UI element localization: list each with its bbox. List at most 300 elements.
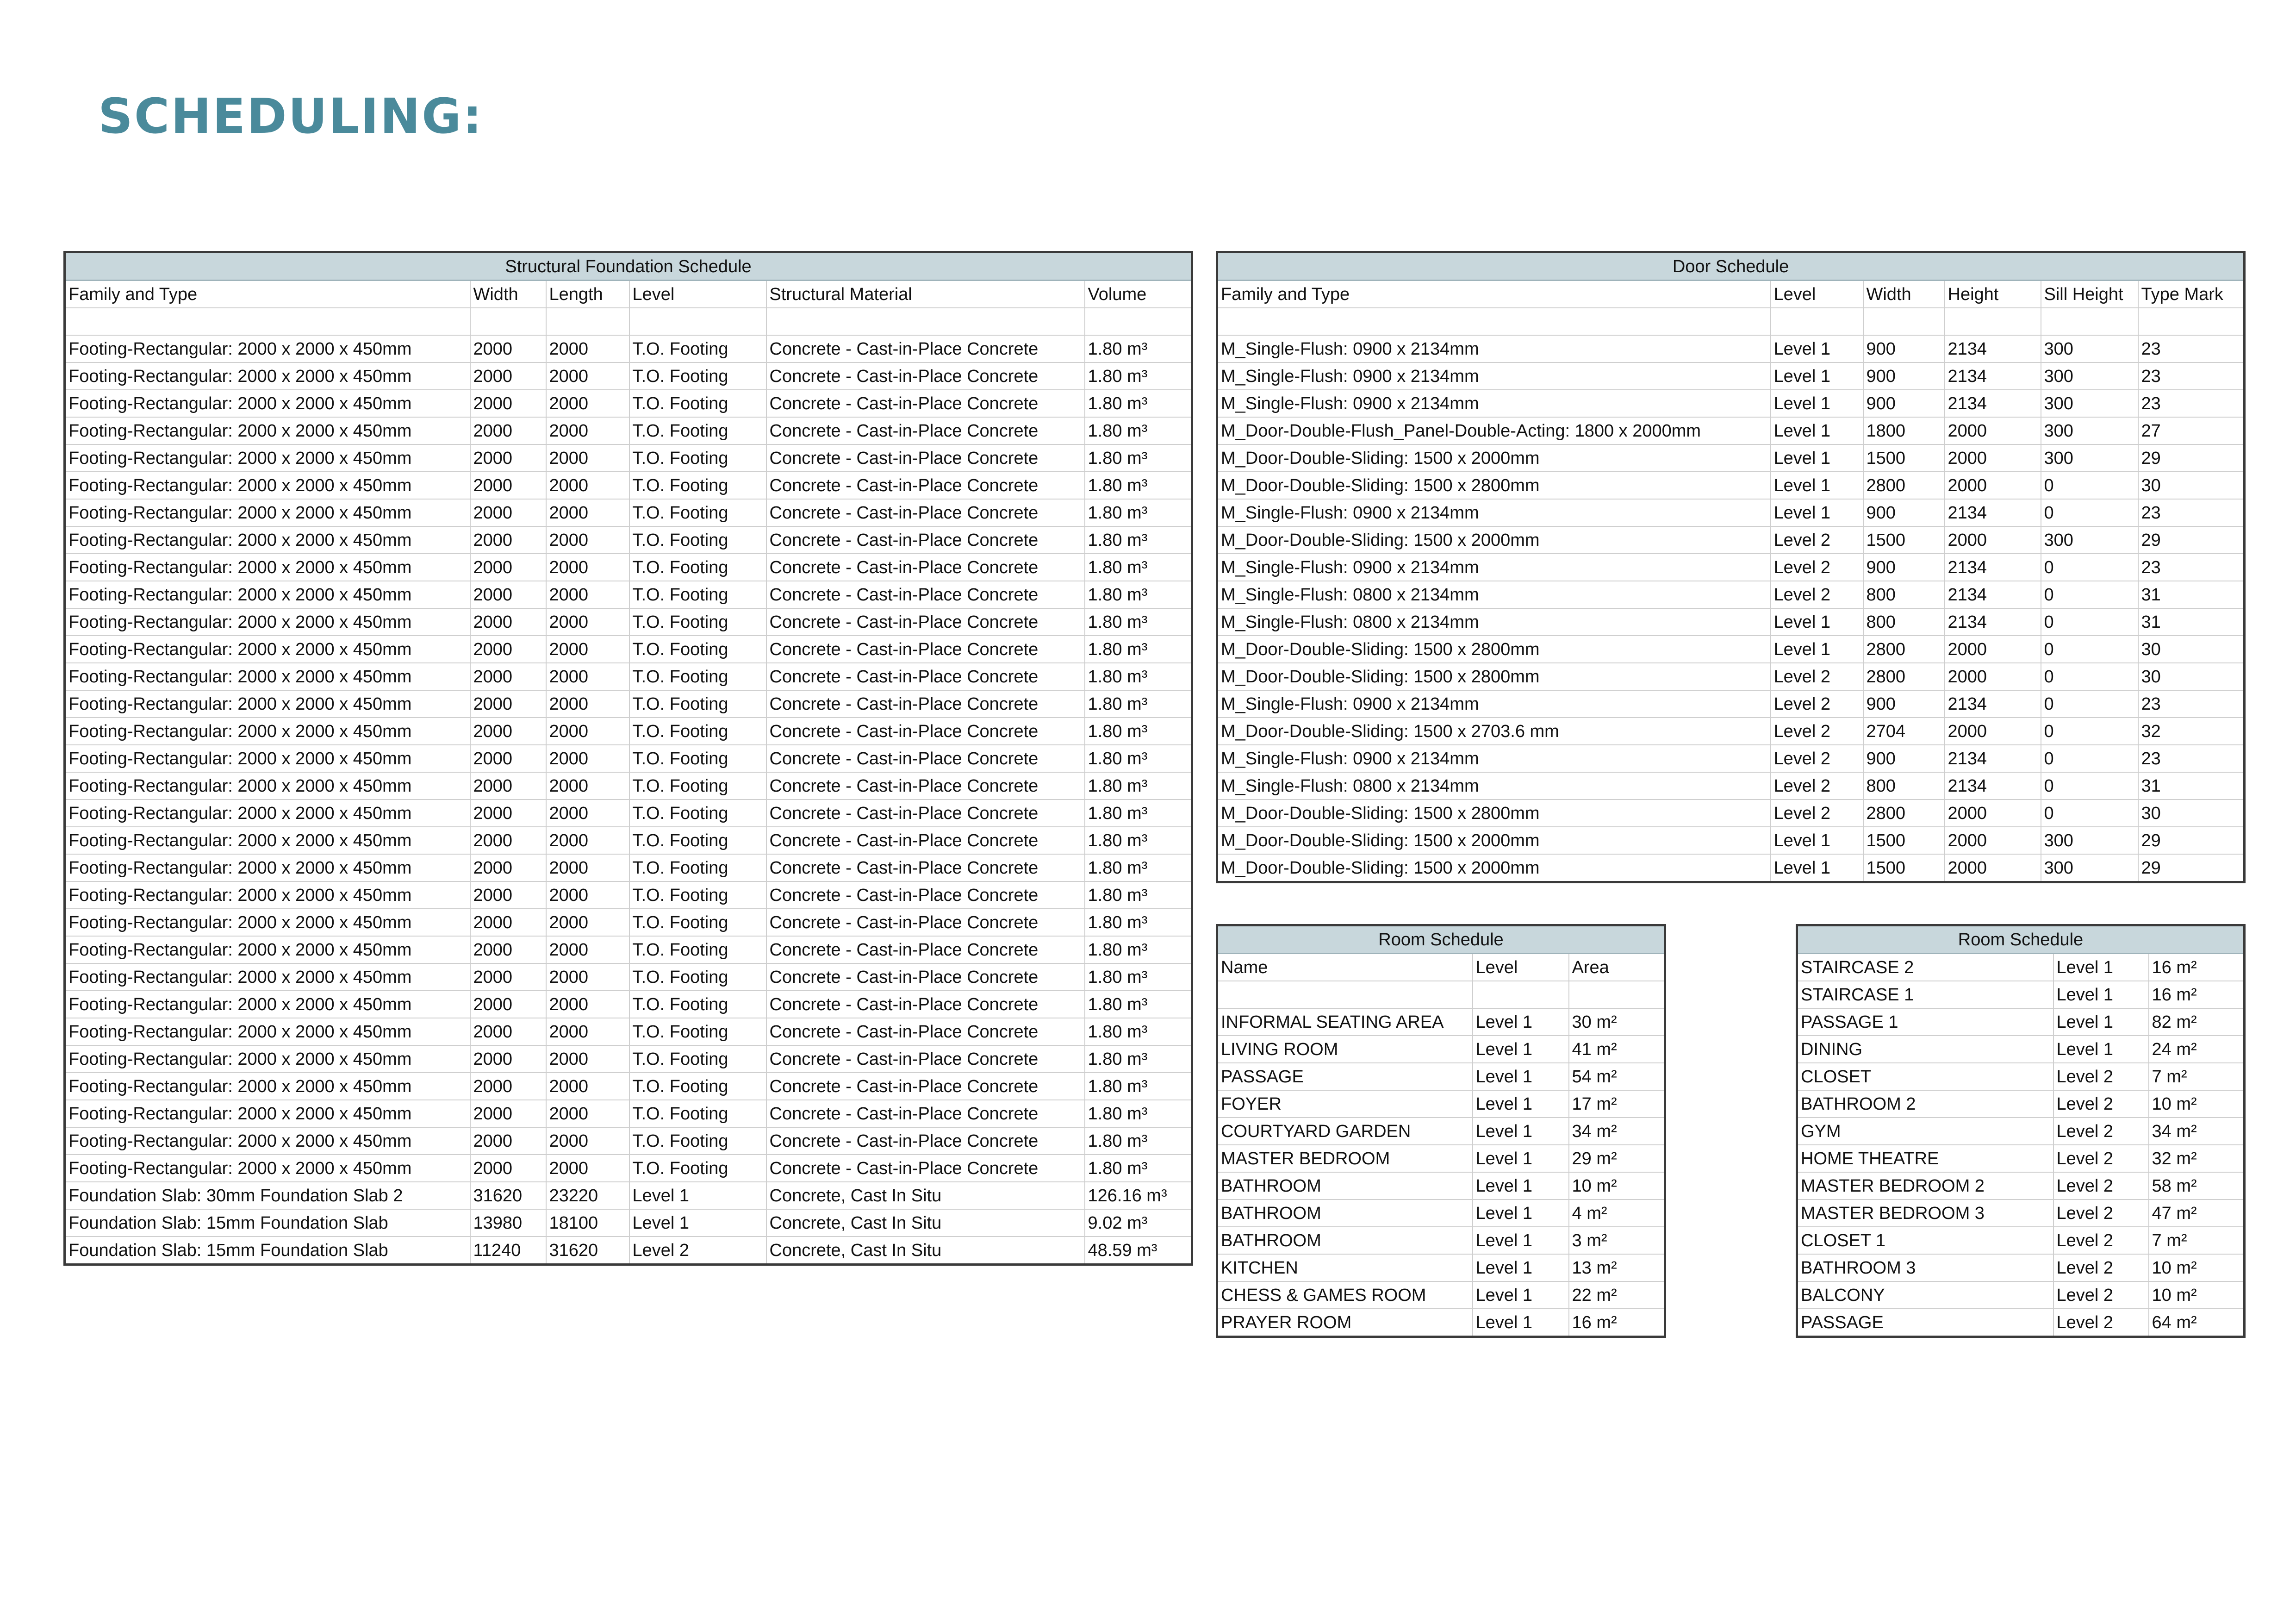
table-cell: 1.80 m³ — [1085, 362, 1192, 390]
table-cell: 32 — [2138, 718, 2245, 745]
table-cell: 2000 — [546, 554, 629, 581]
table-cell: BATHROOM 2 — [1797, 1090, 2053, 1118]
table-cell: 2000 — [546, 581, 629, 608]
table-cell: 800 — [1863, 772, 1945, 800]
table-cell: T.O. Footing — [629, 581, 766, 608]
table-cell: MASTER BEDROOM 2 — [1797, 1172, 2053, 1199]
table-cell: 300 — [2041, 526, 2138, 554]
table-cell: 31 — [2138, 608, 2245, 636]
table-cell: T.O. Footing — [629, 690, 766, 718]
table-cell: Concrete - Cast-in-Place Concrete — [766, 554, 1085, 581]
door-row — [1217, 745, 2245, 772]
table-cell: 29 — [2138, 526, 2245, 554]
table-cell: 41 m² — [1569, 1036, 1665, 1063]
table-cell: 0 — [2041, 608, 2138, 636]
table-cell: 2000 — [546, 390, 629, 417]
table-cell: Footing-Rectangular: 2000 x 2000 x 450mm — [65, 663, 470, 690]
foundation-schedule-title: Structural Foundation Schedule — [65, 252, 1192, 281]
table-cell: Level 1 — [1473, 1036, 1569, 1063]
foundation-row — [65, 608, 1192, 636]
table-cell: 58 m² — [2149, 1172, 2245, 1199]
table-cell: Footing-Rectangular: 2000 x 2000 x 450mm — [65, 745, 470, 772]
table-cell: 1.80 m³ — [1085, 526, 1192, 554]
table-cell: Level 1 — [1473, 1227, 1569, 1254]
table-cell: 27 — [2138, 417, 2245, 444]
table-cell: 2000 — [470, 499, 546, 526]
table-cell: Concrete - Cast-in-Place Concrete — [766, 581, 1085, 608]
table-cell: 0 — [2041, 554, 2138, 581]
table-cell: M_Single-Flush: 0900 x 2134mm — [1217, 499, 1771, 526]
table-cell: Footing-Rectangular: 2000 x 2000 x 450mm — [65, 1045, 470, 1073]
table-cell: 3 m² — [1569, 1227, 1665, 1254]
table-cell: Concrete - Cast-in-Place Concrete — [766, 663, 1085, 690]
table-cell: 2000 — [470, 554, 546, 581]
foundation-row — [65, 1073, 1192, 1100]
table-cell: M_Door-Double-Sliding: 1500 x 2000mm — [1217, 526, 1771, 554]
table-cell: 2000 — [470, 1045, 546, 1073]
door-row — [1217, 854, 2245, 882]
table-cell: 2000 — [546, 444, 629, 472]
foundation-row — [65, 800, 1192, 827]
table-cell: T.O. Footing — [629, 745, 766, 772]
foundation-header-row — [65, 281, 1192, 308]
table-cell: 2000 — [546, 1127, 629, 1155]
table-cell: 2000 — [470, 581, 546, 608]
table-cell: 34 m² — [1569, 1118, 1665, 1145]
table-cell: Footing-Rectangular: 2000 x 2000 x 450mm — [65, 390, 470, 417]
table-cell: STAIRCASE 1 — [1797, 981, 2053, 1008]
door-schedule — [1216, 251, 2246, 883]
table-cell: 2000 — [546, 854, 629, 881]
table-cell: M_Single-Flush: 0800 x 2134mm — [1217, 772, 1771, 800]
table-cell: 1.80 m³ — [1085, 1073, 1192, 1100]
table-cell: 2000 — [470, 608, 546, 636]
table-cell: 1.80 m³ — [1085, 1018, 1192, 1045]
table-cell: Level 1 — [1771, 472, 1863, 499]
table-cell: 1.80 m³ — [1085, 1127, 1192, 1155]
table-cell: 17 m² — [1569, 1090, 1665, 1118]
table-cell: 31 — [2138, 581, 2245, 608]
table-cell: 900 — [1863, 745, 1945, 772]
table-cell: M_Door-Double-Sliding: 1500 x 2800mm — [1217, 663, 1771, 690]
table-cell: 24 m² — [2149, 1036, 2245, 1063]
table-cell: Level 1 — [629, 1182, 766, 1209]
table-cell: M_Door-Double-Sliding: 1500 x 2800mm — [1217, 472, 1771, 499]
room-row — [1217, 1172, 1665, 1199]
column-header: Structural Material — [766, 281, 1085, 308]
table-cell: 7 m² — [2149, 1227, 2245, 1254]
spacer-row — [1217, 308, 2245, 335]
room-schedule-1 — [1216, 924, 1666, 1338]
table-cell: 900 — [1863, 554, 1945, 581]
table-cell: Concrete - Cast-in-Place Concrete — [766, 1100, 1085, 1127]
room-row — [1797, 1090, 2245, 1118]
column-header: Family and Type — [65, 281, 470, 308]
column-header: Type Mark — [2138, 281, 2245, 308]
foundation-row — [65, 1127, 1192, 1155]
table-cell: 2000 — [470, 636, 546, 663]
door-row — [1217, 827, 2245, 854]
table-cell: 126.16 m³ — [1085, 1182, 1192, 1209]
table-cell: Level 2 — [1771, 526, 1863, 554]
table-cell: INFORMAL SEATING AREA — [1217, 1008, 1473, 1036]
table-cell: 300 — [2041, 417, 2138, 444]
door-row — [1217, 362, 2245, 390]
door-row — [1217, 335, 2245, 362]
column-header: Height — [1945, 281, 2041, 308]
table-cell: 900 — [1863, 499, 1945, 526]
table-cell: Footing-Rectangular: 2000 x 2000 x 450mm — [65, 554, 470, 581]
room-row — [1797, 1227, 2245, 1254]
table-cell: T.O. Footing — [629, 718, 766, 745]
table-cell: Level 1 — [1771, 335, 1863, 362]
table-cell: 2000 — [1945, 827, 2041, 854]
table-cell: Level 1 — [2053, 954, 2149, 981]
table-cell: M_Door-Double-Sliding: 1500 x 2000mm — [1217, 827, 1771, 854]
table-cell: Footing-Rectangular: 2000 x 2000 x 450mm — [65, 827, 470, 854]
table-cell: STAIRCASE 2 — [1797, 954, 2053, 981]
table-cell: 300 — [2041, 335, 2138, 362]
table-cell: Concrete - Cast-in-Place Concrete — [766, 390, 1085, 417]
door-row — [1217, 390, 2245, 417]
table-cell: 2000 — [470, 690, 546, 718]
table-cell: T.O. Footing — [629, 854, 766, 881]
table-cell: M_Single-Flush: 0800 x 2134mm — [1217, 581, 1771, 608]
table-cell: 2000 — [470, 800, 546, 827]
table-cell: 2000 — [1945, 526, 2041, 554]
table-cell: Level 2 — [1771, 745, 1863, 772]
table-cell: Footing-Rectangular: 2000 x 2000 x 450mm — [65, 1100, 470, 1127]
foundation-row — [65, 581, 1192, 608]
table-cell: Level 2 — [2053, 1199, 2149, 1227]
table-cell: Concrete - Cast-in-Place Concrete — [766, 335, 1085, 362]
table-cell: 2134 — [1945, 335, 2041, 362]
table-cell: 2134 — [1945, 745, 2041, 772]
table-cell: 2000 — [470, 854, 546, 881]
table-cell: 0 — [2041, 772, 2138, 800]
table-cell: Level 1 — [1473, 1118, 1569, 1145]
room-row — [1217, 1254, 1665, 1281]
column-header: Volume — [1085, 281, 1192, 308]
foundation-row — [65, 690, 1192, 718]
table-cell: 2000 — [1945, 417, 2041, 444]
table-cell: Level 1 — [1473, 1063, 1569, 1090]
table-cell: Level 1 — [1473, 1090, 1569, 1118]
table-cell: 23 — [2138, 499, 2245, 526]
foundation-row — [65, 718, 1192, 745]
table-cell: 300 — [2041, 362, 2138, 390]
table-cell: CHESS & GAMES ROOM — [1217, 1281, 1473, 1309]
door-row — [1217, 663, 2245, 690]
table-cell: 2000 — [470, 1073, 546, 1100]
column-header: Width — [470, 281, 546, 308]
table-cell: 18100 — [546, 1209, 629, 1237]
table-cell: Footing-Rectangular: 2000 x 2000 x 450mm — [65, 1073, 470, 1100]
room-row — [1217, 1227, 1665, 1254]
table-cell: 1800 — [1863, 417, 1945, 444]
door-schedule-title: Door Schedule — [1217, 252, 2245, 281]
room-row — [1217, 1145, 1665, 1172]
table-cell: FOYER — [1217, 1090, 1473, 1118]
table-cell: Concrete, Cast In Situ — [766, 1209, 1085, 1237]
table-cell: 2000 — [470, 772, 546, 800]
table-cell: Concrete - Cast-in-Place Concrete — [766, 800, 1085, 827]
table-cell: Level 2 — [2053, 1145, 2149, 1172]
table-cell: T.O. Footing — [629, 444, 766, 472]
table-cell: Level 1 — [1473, 1281, 1569, 1309]
table-cell: M_Door-Double-Sliding: 1500 x 2703.6 mm — [1217, 718, 1771, 745]
table-cell: 2000 — [470, 472, 546, 499]
table-cell: Footing-Rectangular: 2000 x 2000 x 450mm — [65, 800, 470, 827]
table-cell: Footing-Rectangular: 2000 x 2000 x 450mm — [65, 718, 470, 745]
table-cell: 1.80 m³ — [1085, 554, 1192, 581]
foundation-row — [65, 1018, 1192, 1045]
table-cell: 0 — [2041, 499, 2138, 526]
table-cell: 1.80 m³ — [1085, 1155, 1192, 1182]
foundation-row — [65, 526, 1192, 554]
room-row — [1217, 1063, 1665, 1090]
table-cell: 2000 — [1945, 472, 2041, 499]
table-cell: COURTYARD GARDEN — [1217, 1118, 1473, 1145]
table-cell: 16 m² — [1569, 1309, 1665, 1337]
table-cell: 29 m² — [1569, 1145, 1665, 1172]
table-cell: Footing-Rectangular: 2000 x 2000 x 450mm — [65, 690, 470, 718]
foundation-row — [65, 772, 1192, 800]
door-row — [1217, 472, 2245, 499]
room-row — [1217, 1309, 1665, 1337]
table-cell: M_Door-Double-Flush_Panel-Double-Acting: 1800 x 2000mm — [1217, 417, 1771, 444]
table-cell: 2000 — [470, 335, 546, 362]
table-cell: 16 m² — [2149, 981, 2245, 1008]
table-cell: 0 — [2041, 663, 2138, 690]
table-cell: T.O. Footing — [629, 936, 766, 963]
structural-foundation-schedule — [63, 251, 1193, 1266]
foundation-row — [65, 390, 1192, 417]
foundation-row — [65, 1155, 1192, 1182]
table-cell: 2000 — [546, 909, 629, 936]
table-cell: 1.80 m³ — [1085, 881, 1192, 909]
table-cell: 2134 — [1945, 608, 2041, 636]
table-cell: T.O. Footing — [629, 800, 766, 827]
table-cell: Level 1 — [1771, 608, 1863, 636]
foundation-row — [65, 909, 1192, 936]
room-row — [1217, 1118, 1665, 1145]
table-cell: 2000 — [470, 718, 546, 745]
table-cell: 2000 — [470, 1155, 546, 1182]
table-cell: 1.80 m³ — [1085, 1100, 1192, 1127]
room-row — [1797, 1118, 2245, 1145]
table-cell: 1.80 m³ — [1085, 909, 1192, 936]
table-cell: 30 — [2138, 472, 2245, 499]
table-cell: BATHROOM — [1217, 1172, 1473, 1199]
table-cell: Level 1 — [1771, 417, 1863, 444]
table-cell: 2000 — [546, 608, 629, 636]
table-cell: M_Single-Flush: 0800 x 2134mm — [1217, 608, 1771, 636]
table-cell: 300 — [2041, 444, 2138, 472]
table-cell: 2000 — [470, 444, 546, 472]
table-cell: M_Door-Double-Sliding: 1500 x 2000mm — [1217, 444, 1771, 472]
table-cell: 2000 — [546, 745, 629, 772]
foundation-row — [65, 936, 1192, 963]
foundation-row — [65, 991, 1192, 1018]
table-cell: Level 2 — [1771, 581, 1863, 608]
column-header: Level — [1771, 281, 1863, 308]
table-cell: Level 2 — [2053, 1254, 2149, 1281]
table-cell: Footing-Rectangular: 2000 x 2000 x 450mm — [65, 608, 470, 636]
table-cell: 2000 — [546, 936, 629, 963]
table-cell: DINING — [1797, 1036, 2053, 1063]
table-cell: 4 m² — [1569, 1199, 1665, 1227]
table-cell: 9.02 m³ — [1085, 1209, 1192, 1237]
table-cell: 1.80 m³ — [1085, 417, 1192, 444]
table-cell: T.O. Footing — [629, 636, 766, 663]
table-cell: 48.59 m³ — [1085, 1237, 1192, 1265]
foundation-row — [65, 444, 1192, 472]
table-cell: 64 m² — [2149, 1309, 2245, 1337]
table-cell: 2134 — [1945, 499, 2041, 526]
table-cell: Footing-Rectangular: 2000 x 2000 x 450mm — [65, 854, 470, 881]
table-cell: Foundation Slab: 30mm Foundation Slab 2 — [65, 1182, 470, 1209]
table-cell: Concrete - Cast-in-Place Concrete — [766, 1045, 1085, 1073]
table-cell: T.O. Footing — [629, 554, 766, 581]
door-row — [1217, 417, 2245, 444]
table-cell: T.O. Footing — [629, 526, 766, 554]
foundation-row — [65, 854, 1192, 881]
table-cell: Footing-Rectangular: 2000 x 2000 x 450mm — [65, 417, 470, 444]
table-cell: 1.80 m³ — [1085, 390, 1192, 417]
table-cell: 2000 — [470, 881, 546, 909]
table-cell: BATHROOM 3 — [1797, 1254, 2053, 1281]
table-cell: Level 2 — [2053, 1227, 2149, 1254]
door-row — [1217, 608, 2245, 636]
table-cell: Concrete - Cast-in-Place Concrete — [766, 1018, 1085, 1045]
table-cell: Concrete - Cast-in-Place Concrete — [766, 854, 1085, 881]
table-cell: T.O. Footing — [629, 390, 766, 417]
foundation-row — [65, 362, 1192, 390]
table-cell: PASSAGE — [1797, 1309, 2053, 1337]
table-cell: Level 1 — [1473, 1145, 1569, 1172]
column-header: Name — [1217, 954, 1473, 981]
table-cell: Concrete - Cast-in-Place Concrete — [766, 444, 1085, 472]
table-cell: Concrete - Cast-in-Place Concrete — [766, 1127, 1085, 1155]
table-cell: 31620 — [470, 1182, 546, 1209]
table-cell: Level 1 — [2053, 1008, 2149, 1036]
table-cell: Level 1 — [1473, 1309, 1569, 1337]
table-cell: 2000 — [1945, 636, 2041, 663]
table-cell: 2000 — [546, 417, 629, 444]
door-row — [1217, 526, 2245, 554]
table-cell: 2000 — [470, 390, 546, 417]
table-cell: CLOSET — [1797, 1063, 2053, 1090]
table-cell: 2000 — [546, 991, 629, 1018]
table-cell: Footing-Rectangular: 2000 x 2000 x 450mm — [65, 335, 470, 362]
table-cell: Footing-Rectangular: 2000 x 2000 x 450mm — [65, 1155, 470, 1182]
table-cell: Level 2 — [1771, 718, 1863, 745]
table-cell: 1.80 m³ — [1085, 690, 1192, 718]
table-cell: Concrete - Cast-in-Place Concrete — [766, 963, 1085, 991]
table-cell: 0 — [2041, 690, 2138, 718]
table-cell: 0 — [2041, 800, 2138, 827]
table-cell: 1500 — [1863, 526, 1945, 554]
table-cell: T.O. Footing — [629, 881, 766, 909]
table-cell: 1.80 m³ — [1085, 444, 1192, 472]
table-cell: Level 1 — [1771, 444, 1863, 472]
table-cell: BATHROOM — [1217, 1227, 1473, 1254]
column-header: Width — [1863, 281, 1945, 308]
table-cell: 2000 — [546, 1045, 629, 1073]
table-cell: Concrete - Cast-in-Place Concrete — [766, 499, 1085, 526]
table-cell: 2000 — [546, 663, 629, 690]
table-cell: 10 m² — [1569, 1172, 1665, 1199]
foundation-row — [65, 1209, 1192, 1237]
table-cell: 800 — [1863, 608, 1945, 636]
table-cell: 0 — [2041, 472, 2138, 499]
foundation-row — [65, 554, 1192, 581]
table-cell: Level 1 — [1473, 1172, 1569, 1199]
table-cell: Concrete - Cast-in-Place Concrete — [766, 745, 1085, 772]
page-title: SCHEDULING: — [98, 88, 484, 144]
spacer-row — [1217, 981, 1665, 1008]
table-cell: PRAYER ROOM — [1217, 1309, 1473, 1337]
table-cell: T.O. Footing — [629, 1073, 766, 1100]
table-cell: Concrete - Cast-in-Place Concrete — [766, 909, 1085, 936]
column-header: Level — [1473, 954, 1569, 981]
table-cell: 900 — [1863, 690, 1945, 718]
table-cell: CLOSET 1 — [1797, 1227, 2053, 1254]
table-cell: Level 2 — [2053, 1090, 2149, 1118]
table-cell: 1.80 m³ — [1085, 663, 1192, 690]
table-cell: Level 2 — [1771, 554, 1863, 581]
table-cell: Level 1 — [1473, 1199, 1569, 1227]
column-header: Family and Type — [1217, 281, 1771, 308]
table-cell: 2000 — [546, 1018, 629, 1045]
table-cell: T.O. Footing — [629, 909, 766, 936]
table-cell: 2000 — [546, 1073, 629, 1100]
table-cell: 23 — [2138, 362, 2245, 390]
table-cell: Level 2 — [2053, 1063, 2149, 1090]
table-cell: T.O. Footing — [629, 1018, 766, 1045]
table-cell: 23 — [2138, 690, 2245, 718]
table-cell: 2000 — [470, 663, 546, 690]
room-schedule-2 — [1796, 924, 2246, 1338]
table-cell: 29 — [2138, 854, 2245, 882]
table-cell: 2000 — [470, 909, 546, 936]
table-cell: 2000 — [546, 499, 629, 526]
table-cell: T.O. Footing — [629, 362, 766, 390]
table-cell: T.O. Footing — [629, 1127, 766, 1155]
table-cell: Footing-Rectangular: 2000 x 2000 x 450mm — [65, 1018, 470, 1045]
table-cell: 1.80 m³ — [1085, 772, 1192, 800]
table-cell: T.O. Footing — [629, 827, 766, 854]
table-cell: Concrete - Cast-in-Place Concrete — [766, 991, 1085, 1018]
table-cell: 10 m² — [2149, 1254, 2245, 1281]
column-header: Sill Height — [2041, 281, 2138, 308]
door-row — [1217, 800, 2245, 827]
table-cell: 2704 — [1863, 718, 1945, 745]
table-cell: 2000 — [470, 827, 546, 854]
table-cell: Concrete - Cast-in-Place Concrete — [766, 772, 1085, 800]
door-row — [1217, 690, 2245, 718]
foundation-row — [65, 499, 1192, 526]
table-cell: Footing-Rectangular: 2000 x 2000 x 450mm — [65, 1127, 470, 1155]
table-cell: Concrete - Cast-in-Place Concrete — [766, 718, 1085, 745]
foundation-row — [65, 963, 1192, 991]
table-cell: 13 m² — [1569, 1254, 1665, 1281]
door-row — [1217, 444, 2245, 472]
table-cell: BATHROOM — [1217, 1199, 1473, 1227]
table-cell: 2000 — [470, 991, 546, 1018]
table-cell: 23 — [2138, 335, 2245, 362]
